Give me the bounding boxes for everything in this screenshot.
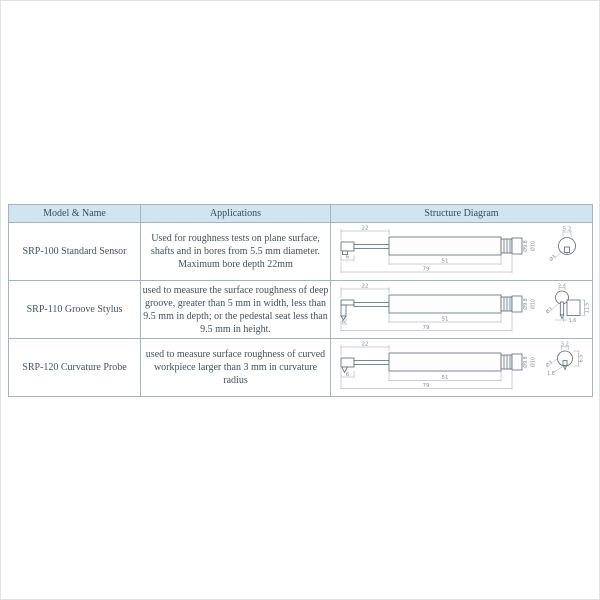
end-view bbox=[544, 341, 584, 376]
table-header-row bbox=[9, 205, 593, 223]
dim-nose-length: 22 bbox=[361, 283, 369, 290]
dim-end-width: 5.2 bbox=[562, 225, 572, 232]
dim-cap-diameter: Ø10 bbox=[531, 298, 537, 309]
dim-overall-length: 79 bbox=[422, 324, 430, 331]
side-view bbox=[341, 283, 537, 331]
srp-100-structure-diagram bbox=[331, 225, 593, 279]
model-name-srp-100: SRP-100 Standard Sensor bbox=[9, 223, 141, 281]
dim-end-height: 6.5 bbox=[579, 354, 585, 362]
dim-tip-thickness: 1.6 bbox=[568, 318, 577, 324]
dim-seat-height: 11.5 bbox=[585, 302, 591, 313]
side-view bbox=[341, 341, 537, 389]
application-srp-100: Used for roughness tests on plane surface, shafts and in bores from 5.5 mm diameter. Maximum bore depth 22mm bbox=[141, 223, 331, 281]
dim-tip-length: 6 bbox=[341, 318, 346, 325]
end-view bbox=[548, 226, 576, 262]
dim-ring-diameter: Ø9.8 bbox=[524, 239, 529, 252]
dim-nose-length: 22 bbox=[361, 341, 369, 348]
srp-120-structure-diagram bbox=[331, 341, 593, 395]
dim-body-length: 51 bbox=[441, 316, 449, 323]
dim-end-width: 5.2 bbox=[558, 282, 566, 288]
srp-110-structure-diagram bbox=[331, 283, 593, 337]
model-name-srp-120: SRP-120 Curvature Probe bbox=[9, 339, 141, 397]
dim-cap-diameter: Ø10 bbox=[531, 356, 537, 367]
diagram-cell-srp-100 bbox=[331, 223, 593, 281]
dim-stylus-diameter: Ø3 bbox=[545, 360, 554, 369]
dim-body-length: 51 bbox=[441, 258, 449, 265]
dim-cap-diameter: Ø10 bbox=[531, 240, 537, 251]
dim-stylus-diameter: Ø3 bbox=[545, 306, 554, 315]
table-row-srp-120 bbox=[9, 339, 593, 397]
dim-ring-diameter: Ø9.8 bbox=[524, 355, 529, 368]
application-srp-120: used to measure surface roughness of curved workpiece larger than 3 mm in curvature radius bbox=[141, 339, 331, 397]
diagram-cell-srp-120 bbox=[331, 339, 593, 397]
dim-ring-diameter: Ø9.8 bbox=[524, 297, 529, 310]
model-name-srp-110: SRP-110 Groove Stylus bbox=[9, 281, 141, 339]
dim-overall-length: 79 bbox=[422, 382, 430, 389]
sensor-spec-table bbox=[8, 204, 593, 397]
diagram-cell-srp-110 bbox=[331, 281, 593, 339]
dim-nose-length: 22 bbox=[361, 225, 369, 232]
dim-tip-thickness: 1.6 bbox=[547, 371, 555, 377]
header-applications: Applications bbox=[141, 205, 331, 223]
header-structure-diagram: Structure Diagram bbox=[331, 205, 593, 223]
application-srp-110: used to measure the surface roughness of deep groove, greater than 5 mm in width, less than 9.5 mm in depth; or the pedestal seat less than 9.5 mm in height. bbox=[141, 281, 331, 339]
table-row-srp-110 bbox=[9, 281, 593, 339]
table-row-srp-100 bbox=[9, 223, 593, 281]
side-view bbox=[341, 225, 537, 272]
dim-end-width: 5.2 bbox=[561, 342, 569, 348]
dim-tip-length: 6 bbox=[345, 254, 350, 261]
dim-body-length: 51 bbox=[441, 374, 449, 381]
dim-stylus-diameter: Ø3 bbox=[548, 254, 558, 263]
dim-tip-length: 6 bbox=[345, 371, 350, 378]
end-view bbox=[544, 283, 590, 324]
dim-overall-length: 79 bbox=[422, 266, 430, 273]
header-model-name: Model & Name bbox=[9, 205, 141, 223]
